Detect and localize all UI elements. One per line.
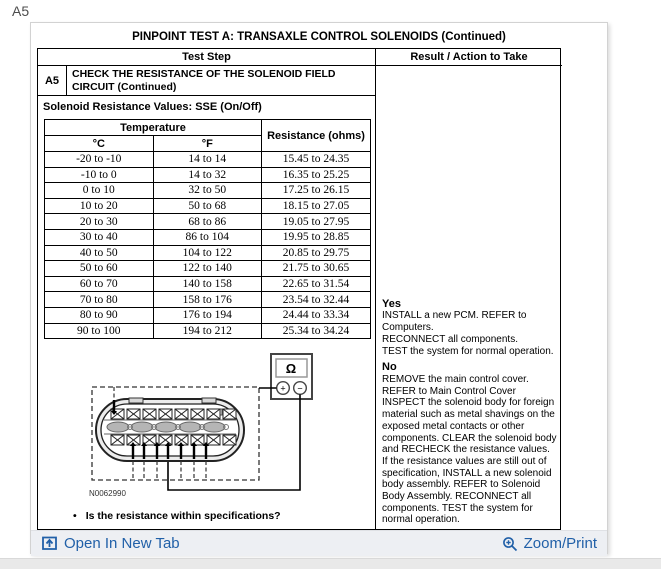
no-label: No <box>382 361 397 374</box>
resistance-range: 23.54 to 32.44 <box>262 292 371 308</box>
resistance-range: 22.65 to 31.54 <box>262 276 371 292</box>
table-row <box>45 307 371 323</box>
zoom-print-label: Zoom/Print <box>523 535 597 552</box>
celsius-range: 20 to 30 <box>45 214 154 230</box>
step-description: CHECK THE RESISTANCE OF THE SOLENOID FIELD CIRCUIT (Continued) <box>72 68 336 93</box>
pinpoint-test-table <box>37 48 561 530</box>
celsius-range: 0 to 10 <box>45 183 154 199</box>
fahrenheit-range: 194 to 212 <box>153 323 262 339</box>
celsius-range: 60 to 70 <box>45 276 154 292</box>
resistance-range: 15.45 to 24.35 <box>262 152 371 168</box>
test-step-row <box>38 66 376 96</box>
ohmmeter-icon <box>271 354 312 399</box>
table-row <box>45 198 371 214</box>
resistance-range: 16.35 to 25.25 <box>262 167 371 183</box>
fahrenheit-range: 140 to 158 <box>153 276 262 292</box>
celsius-range: 80 to 90 <box>45 307 154 323</box>
table-row <box>45 183 371 199</box>
fahrenheit-range: 32 to 50 <box>153 183 262 199</box>
celsius-range: 90 to 100 <box>45 323 154 339</box>
resistance-range: 19.95 to 28.85 <box>262 229 371 245</box>
fahrenheit-column-header: °F <box>153 136 262 152</box>
resistance-range: 18.15 to 27.05 <box>262 198 371 214</box>
fahrenheit-range: 122 to 140 <box>153 261 262 277</box>
no-action-1: REMOVE the main control cover. REFER to Main Control Cover <box>382 374 529 397</box>
resistance-range: 19.05 to 27.95 <box>262 214 371 230</box>
no-action-2: INSPECT the solenoid body for foreign material such as metal shavings on the exposed metal contacts or other components. CLEAR the solenoid body and RECHECK the resistance values. If the resistance values are still out of specification, INSTALL a new solenoid body assembly. REFER to Solenoid Body Assembly. RECONNECT all components. TEST the system for normal operation. <box>382 397 557 526</box>
bullet-glyph: • <box>73 510 77 522</box>
connector-middle-contacts <box>107 422 229 432</box>
table-row <box>45 323 371 339</box>
yes-action-2: RECONNECT all components. <box>382 333 518 345</box>
fahrenheit-range: 14 to 32 <box>153 167 262 183</box>
celsius-range: 40 to 50 <box>45 245 154 261</box>
celsius-column-header: °C <box>45 136 154 152</box>
fahrenheit-range: 50 to 68 <box>153 198 262 214</box>
resistance-table-body <box>45 152 371 339</box>
magnifier-plus-icon <box>502 536 518 552</box>
question-text: Is the resistance within specifications? <box>85 510 281 522</box>
fahrenheit-range: 176 to 194 <box>153 307 262 323</box>
fahrenheit-range: 104 to 122 <box>153 245 262 261</box>
temperature-group-header: Temperature <box>45 120 262 136</box>
fahrenheit-range: 86 to 104 <box>153 229 262 245</box>
resistance-range: 24.44 to 33.34 <box>262 307 371 323</box>
celsius-range: 70 to 80 <box>45 292 154 308</box>
fahrenheit-range: 158 to 176 <box>153 292 262 308</box>
svg-text:+: + <box>280 383 286 394</box>
result-action-cell <box>376 66 562 529</box>
resistance-table <box>44 119 371 339</box>
svg-text:Ω: Ω <box>285 361 297 377</box>
table-row <box>45 292 371 308</box>
table-row <box>45 167 371 183</box>
document-panel <box>30 22 608 554</box>
celsius-range: 10 to 20 <box>45 198 154 214</box>
wire-stubs <box>133 461 206 480</box>
resistance-values-label: Solenoid Resistance Values: SSE (On/Off) <box>43 101 262 113</box>
fahrenheit-range: 14 to 14 <box>153 152 262 168</box>
yes-action-1: INSTALL a new PCM. REFER to Computers. <box>382 310 527 334</box>
zoom-print-link[interactable] <box>502 535 597 552</box>
table-row <box>45 152 371 168</box>
celsius-range: 30 to 40 <box>45 229 154 245</box>
resistance-range: 17.25 to 26.15 <box>262 183 371 199</box>
resistance-range: 20.85 to 29.75 <box>262 245 371 261</box>
table-row <box>45 261 371 277</box>
svg-text:−: − <box>297 383 303 394</box>
fahrenheit-range: 68 to 86 <box>153 214 262 230</box>
page-title: PINPOINT TEST A: TRANSAXLE CONTROL SOLENOIDS (Continued) <box>132 31 506 43</box>
celsius-range: 50 to 60 <box>45 261 154 277</box>
table-row <box>45 214 371 230</box>
table-row <box>45 229 371 245</box>
celsius-range: -10 to 0 <box>45 167 154 183</box>
step-id: A5 <box>38 66 67 95</box>
yes-action-3: TEST the system for normal operation. <box>382 345 554 357</box>
resistance-range: 25.34 to 34.24 <box>262 323 371 339</box>
window-bottom-strip <box>0 558 661 569</box>
open-in-new-tab-link[interactable] <box>41 535 180 552</box>
figure-number-label: N0062990 <box>89 489 126 499</box>
test-step-body <box>38 96 376 529</box>
table-row <box>45 276 371 292</box>
connector-diagram <box>64 347 375 505</box>
document-content <box>31 23 607 530</box>
page-label: A5 <box>12 3 30 19</box>
open-in-new-tab-label: Open In New Tab <box>64 535 180 552</box>
question-line <box>38 510 375 522</box>
footer-toolbar <box>31 530 607 556</box>
table-row <box>45 245 371 261</box>
open-in-new-tab-icon <box>41 535 58 552</box>
column-header-test-step: Test Step <box>38 49 376 66</box>
yes-label: Yes <box>382 297 401 310</box>
resistance-column-header: Resistance (ohms) <box>262 120 371 152</box>
celsius-range: -20 to -10 <box>45 152 154 168</box>
resistance-range: 21.75 to 30.65 <box>262 261 371 277</box>
column-header-result: Result / Action to Take <box>376 49 562 66</box>
